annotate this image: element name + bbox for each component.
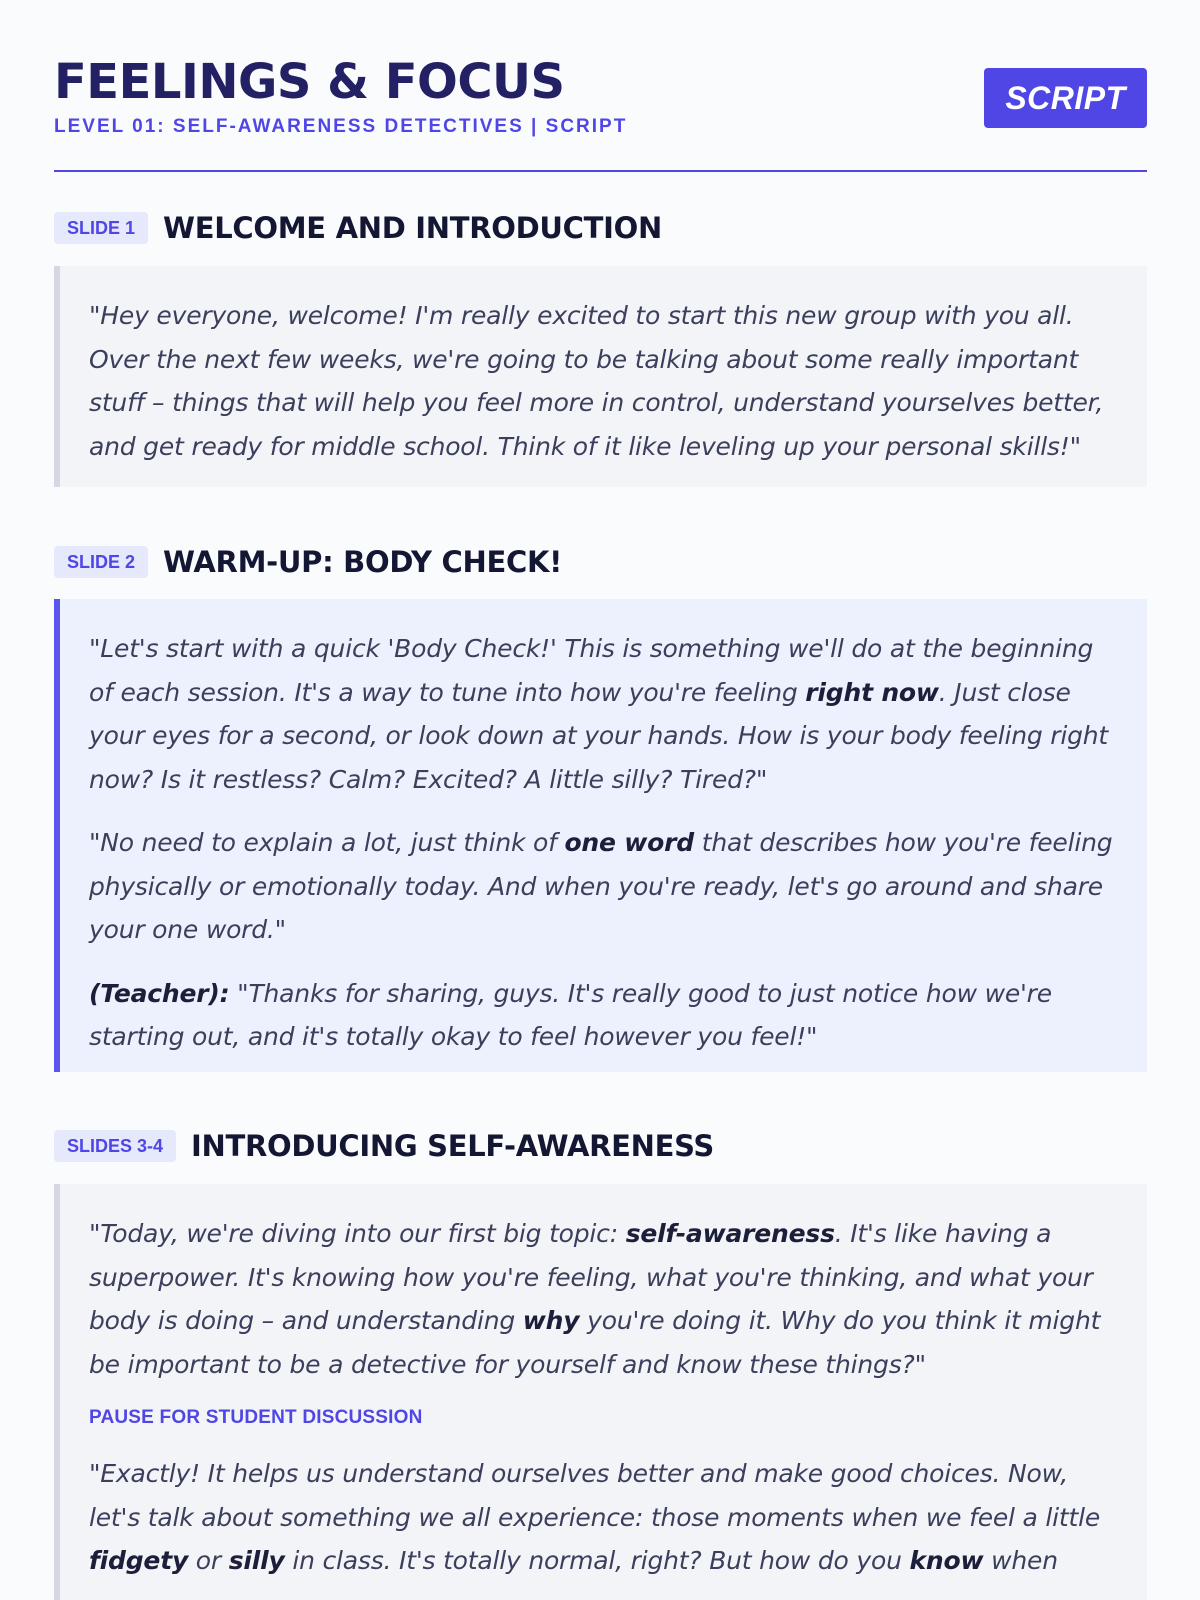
emphasis-text: (Teacher):	[89, 978, 230, 1008]
section-title: WELCOME AND INTRODUCTION	[163, 211, 662, 245]
emphasis-text: right now	[805, 677, 939, 707]
emphasis-text: one word	[564, 828, 694, 857]
page-title: FEELINGS & FOCUS	[54, 54, 565, 110]
section-title: INTRODUCING SELF-AWARENESS	[191, 1129, 715, 1163]
section-heading-slide-2	[54, 542, 562, 582]
script-block-slide-1	[54, 266, 1147, 487]
section-heading-slides-3-4	[54, 1126, 714, 1166]
emphasis-text: self-awareness	[625, 1219, 835, 1248]
slide-tag: SLIDE 2	[54, 546, 148, 578]
emphasis-text: silly	[228, 1546, 285, 1575]
script-page	[54, 0, 1147, 1575]
script-block-slides-3-4	[54, 1184, 1147, 1600]
script-paragraph: "Exactly! It helps us understand ourselves better and make good choices. Now, let's talk about something we all experience: those moments when we feel a little fidgety or silly in class. It's totally normal, right? But how do you know when	[89, 1459, 1101, 1575]
script-paragraph: "Today, we're diving into our first big topic: self-awareness. It's like having a superpower. It's knowing how you're feeling, what you're thinking, and what your body is doing – and understanding why you're doing it. Why do you think it might be important to be a detective for yourself and know these things?"	[89, 1219, 1101, 1379]
script-paragraph: "Let's start with a quick 'Body Check!' This is something we'll do at the beginning of each session. It's a way to tune into how you're feeling right now. Just close your eyes for a second, or look down at your hands. How is your body feeling right now? Is it restless? Calm? Excited? A little silly? Tired?"	[89, 634, 1109, 794]
script-block-slide-2	[54, 599, 1147, 1072]
section-heading-slide-1	[54, 208, 662, 248]
script-paragraph: "No need to explain a lot, just think of one word that describes how you're feeling physically or emotionally today. And when you're ready, let's go around and share your one word."	[89, 828, 1113, 944]
pause-note: PAUSE FOR STUDENT DISCUSSION	[89, 1407, 423, 1428]
section-title: WARM-UP: BODY CHECK!	[163, 545, 563, 579]
emphasis-text: fidgety	[89, 1546, 189, 1575]
script-paragraph: "Hey everyone, welcome! I'm really excited to start this new group with you all. Over the next few weeks, we're going to be talking about some really important stuff – things that will help you feel more in control, understand yourselves better, and get ready for middle school. Think of it like leveling up your personal skills!"	[89, 301, 1104, 461]
script-badge: SCRIPT	[984, 68, 1147, 128]
emphasis-text: why	[522, 1306, 580, 1335]
emphasis-text: know	[909, 1546, 984, 1575]
page-header	[54, 0, 1147, 172]
teacher-paragraph: (Teacher): "Thanks for sharing, guys. It's really good to just notice how we're starting out, and it's totally okay to feel however you feel!"	[89, 978, 1052, 1051]
slide-tag: SLIDES 3-4	[54, 1130, 176, 1162]
slide-tag: SLIDE 1	[54, 212, 148, 244]
page-subtitle: LEVEL 01: SELF-AWARENESS DETECTIVES | SCRIPT	[54, 116, 628, 137]
